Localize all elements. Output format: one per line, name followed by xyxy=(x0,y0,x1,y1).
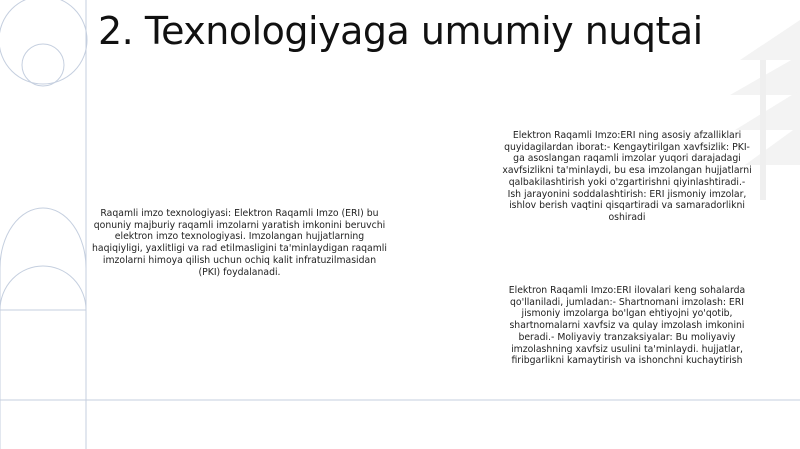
slide-title: 2. Texnologiyaga umumiy nuqtai xyxy=(98,9,703,53)
upper-arch xyxy=(0,208,86,268)
large-circle-top xyxy=(0,0,87,84)
right-bottom-text-block: Elektron Raqamli Imzo:ERI ilovalari keng sohalarda qo'llaniladi, jumladan:- Shartnomani imzolash: ERI jismoniy imzolarga bo'lgan ehtiyojni yo'qotib, shartnomalarni xavfsiz va qulay imzolash imkonini beradi.- Moliyaviy tranzaksiyalar: Bu moliyaviy imzolashning xavfsiz usulini ta'minlaydi. hujjatlar, firibgarlikni kamaytirish va ishonchni kuchaytirish xyxy=(508,285,746,367)
small-circle-top xyxy=(22,44,64,86)
left-text-block: Raqamli imzo texnologiyasi: Elektron Raqamli Imzo (ERI) bu qonuniy majburiy raqamli imzolarni yaratish imkonini beruvchi elektron imzo texnologiyasi. Imzolangan hujjatlarning haqiqiyligi, yaxlitligi va rad etilmasligini ta'minlaydigan raqamli imzolarni himoya qilish uchun ochiq kalit infratuzilmasidan (PKI) foydalanadi. xyxy=(92,208,387,278)
right-top-text-block: Elektron Raqamli Imzo:ERI ning asosiy afzalliklari quyidagilardan iborat:- Kengaytirilgan xavfsizlik: PKI-ga asoslangan raqamli imzolar yuqori darajadagi xavfsizlikni ta'minlaydi, bu esa imzolangan hujjatlarni qalbakilashtirish yoki o'zgartirishni qiyinlashtiradi.- Ish jarayonini soddalashtirish: ERI jismoniy imzolar, ishlov berish vaqtini qisqartiradi va samaradorlikni oshiradi xyxy=(502,130,752,223)
lower-arch xyxy=(0,266,86,310)
